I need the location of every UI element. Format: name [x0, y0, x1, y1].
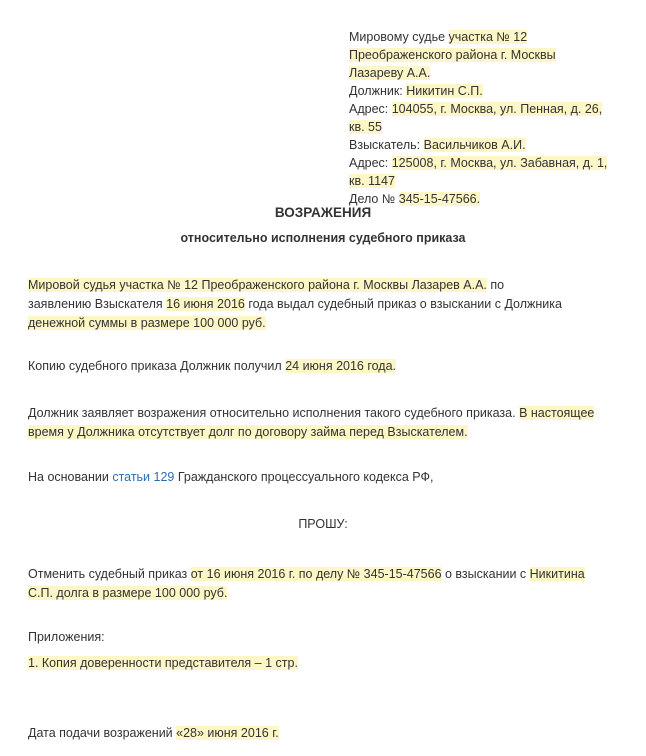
addressee-line: Лазареву А.А. [349, 66, 431, 80]
addressee-line: Мировому судье участка № 12 [349, 30, 528, 44]
paragraph-request: Отменить судебный приказ от 16 июня 2016 г. по делу № 345-15-47566 о взыскании с Никитина С.П. долга в размере 100 000 руб. [28, 567, 585, 600]
claimant-address-line: Адрес: 125008, г. Москва, ул. Забавная, д. 1, [349, 156, 608, 170]
paragraph-court-order: Мировой судья участка № 12 Преображенского района г. Москвы Лазарев А.А. по заявлению Взыскателя 16 июня 2016 года выдал судебный приказ о взыскании с Должника денежной суммы в размере 100 000 руб. [28, 278, 562, 330]
article-129-link[interactable]: статьи 129 [112, 470, 175, 484]
paragraph-legal-basis: На основании статьи 129 Гражданского процессуального кодекса РФ, [28, 470, 434, 484]
submission-date: Дата подачи возражений «28» июня 2016 г. [28, 726, 279, 740]
document-subtitle: относительно исполнения судебного приказа [180, 231, 466, 245]
request-heading: ПРОШУ: [298, 517, 348, 531]
claimant-address-line: кв. 1147 [349, 174, 395, 188]
addressee-block [349, 28, 607, 208]
paragraph-objection: Должник заявляет возражения относительно исполнения такого судебного приказа. В настоящее время у Должника отсутствует долг по договору займа перед Взыскателем. [28, 406, 595, 439]
debtor-address-line: Адрес: 104055, г. Москва, ул. Пенная, д. 26, [349, 102, 603, 116]
debtor-address-line: кв. 55 [349, 120, 382, 134]
attachment-item: 1. Копия доверенности представителя – 1 стр. [28, 656, 298, 670]
addressee-line: Преображенского района г. Москвы [349, 48, 556, 62]
paragraph-receipt: Копию судебного приказа Должник получил 24 июня 2016 года. [28, 359, 397, 373]
document-title: ВОЗРАЖЕНИЯ [274, 205, 372, 220]
case-number-line: Дело № 345-15-47566. [349, 192, 481, 206]
claimant-line: Взыскатель: Васильчиков А.И. [349, 138, 526, 152]
debtor-line: Должник: Никитин С.П. [349, 84, 483, 98]
attachments-label: Приложения: [28, 630, 105, 644]
